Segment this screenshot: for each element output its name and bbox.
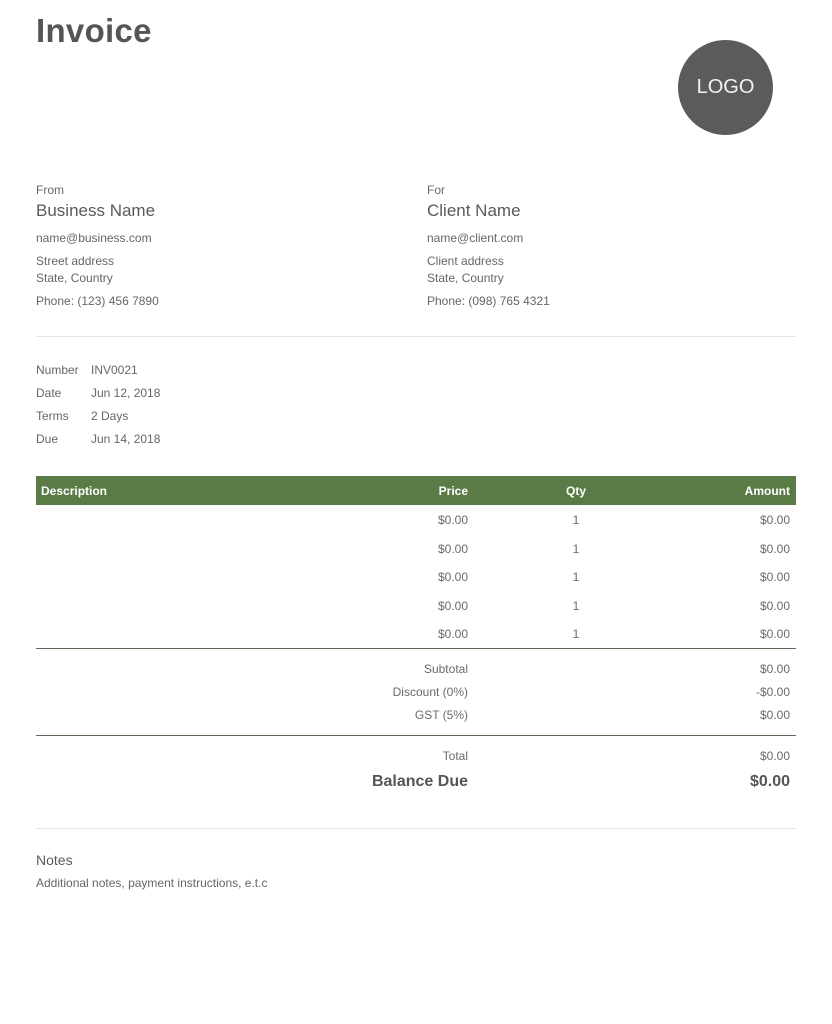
gst-value: $0.00 — [759, 708, 790, 722]
client-address-line2: State, Country — [427, 271, 504, 285]
cell-amount: $0.00 — [759, 513, 790, 527]
business-phone: Phone: (123) 456 7890 — [36, 294, 159, 308]
divider — [36, 336, 796, 337]
for-label: For — [427, 183, 445, 197]
business-email: name@business.com — [36, 231, 152, 245]
table-row — [36, 505, 796, 534]
totals-rule — [36, 735, 796, 736]
meta-row-date — [36, 385, 160, 408]
subtotal-value: $0.00 — [759, 662, 790, 676]
cell-qty: 1 — [572, 513, 580, 527]
cell-price: $0.00 — [437, 627, 468, 642]
header-amount: Amount — [744, 484, 790, 498]
from-section — [36, 183, 356, 310]
total-label: Total — [442, 749, 468, 763]
table-row — [36, 591, 796, 620]
total-value: $0.00 — [759, 749, 790, 763]
cell-price: $0.00 — [437, 541, 468, 556]
cell-amount: $0.00 — [759, 598, 790, 613]
header-description: Description — [41, 484, 108, 498]
meta-value: Jun 12, 2018 — [91, 386, 161, 400]
meta-value: INV0021 — [91, 363, 138, 377]
cell-price: $0.00 — [437, 570, 468, 585]
meta-key: Due — [36, 432, 59, 446]
table-row — [36, 534, 796, 563]
items-table-body — [36, 505, 796, 648]
meta-key: Date — [36, 386, 62, 400]
client-address-line1: Client address — [427, 254, 504, 268]
business-address-line2: State, Country — [36, 271, 113, 285]
notes-text: Additional notes, payment instructions, e.t.c — [36, 876, 268, 890]
subtotal-label: Subtotal — [423, 662, 468, 676]
client-name: Client Name — [427, 201, 521, 220]
cell-amount: $0.00 — [759, 570, 790, 585]
header-price: Price — [438, 484, 468, 498]
discount-label: Discount (0%) — [392, 685, 468, 699]
cell-qty: 1 — [572, 598, 580, 613]
gst-label: GST (5%) — [414, 708, 468, 722]
client-email: name@client.com — [427, 231, 524, 245]
header-qty: Qty — [565, 484, 586, 498]
items-table-header — [36, 476, 796, 505]
divider — [36, 828, 796, 829]
meta-value: 2 Days — [91, 409, 129, 423]
meta-key: Terms — [36, 409, 69, 423]
table-bottom-rule — [36, 648, 796, 649]
from-label: From — [36, 183, 64, 197]
meta-row-number — [36, 362, 160, 385]
table-row — [36, 562, 796, 591]
invoice-title: Invoice — [36, 12, 152, 49]
cell-qty: 1 — [572, 627, 580, 642]
cell-price: $0.00 — [437, 513, 468, 527]
business-address-line1: Street address — [36, 254, 115, 268]
meta-value: Jun 14, 2018 — [91, 432, 161, 446]
balance-due-value: $0.00 — [749, 773, 790, 790]
cell-amount: $0.00 — [759, 627, 790, 642]
invoice-meta — [36, 362, 160, 454]
discount-value: -$0.00 — [755, 685, 790, 699]
cell-amount: $0.00 — [759, 541, 790, 556]
meta-row-due — [36, 431, 160, 454]
meta-row-terms — [36, 408, 160, 431]
gst-row — [36, 708, 796, 728]
business-name: Business Name — [36, 201, 156, 220]
client-phone: Phone: (098) 765 4321 — [427, 294, 550, 308]
meta-key: Number — [36, 363, 79, 377]
for-section — [427, 183, 747, 310]
balance-due-label: Balance Due — [371, 773, 468, 790]
total-row — [36, 749, 796, 769]
cell-qty: 1 — [572, 570, 580, 585]
cell-qty: 1 — [572, 541, 580, 556]
balance-due-row — [36, 773, 796, 797]
notes-title: Notes — [36, 852, 73, 868]
subtotal-row — [36, 662, 796, 682]
cell-price: $0.00 — [437, 598, 468, 613]
discount-row — [36, 685, 796, 705]
table-row — [36, 619, 796, 648]
logo-text: LOGO — [696, 76, 755, 98]
logo-badge — [678, 40, 773, 135]
